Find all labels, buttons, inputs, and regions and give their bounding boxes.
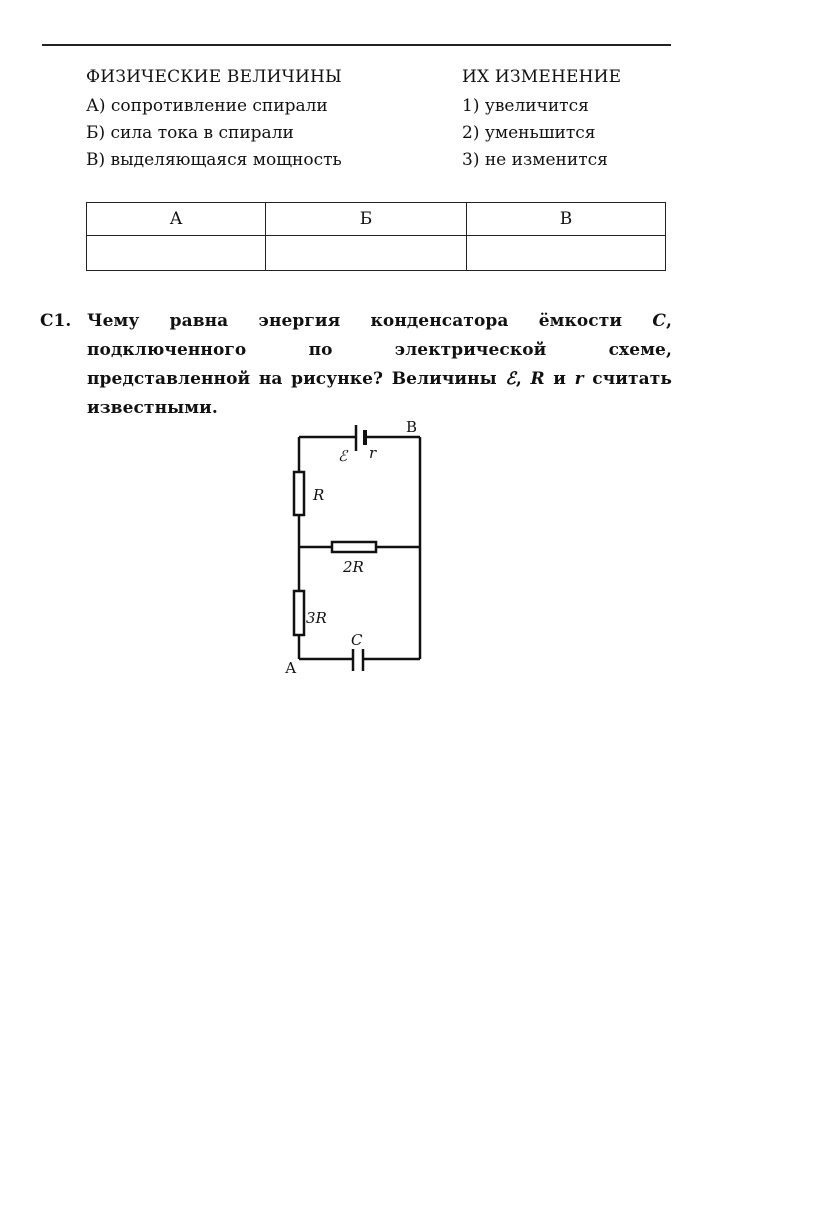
change-item-3: 3) не изменится (462, 150, 608, 170)
resistor-2r (332, 542, 376, 552)
quantity-item-a: А) сопротивление спирали (86, 96, 328, 116)
var-internal-resistance: r (574, 369, 584, 389)
answer-cell-b[interactable] (266, 236, 467, 271)
var-capacitance: C (652, 311, 666, 331)
answer-table-input-row (87, 236, 666, 271)
change-item-2: 2) уменьшится (462, 123, 596, 143)
answer-header-v: В (467, 203, 666, 236)
quantity-item-b: Б) сила тока в спирали (86, 123, 294, 143)
answer-cell-v[interactable] (467, 236, 666, 271)
resistor-r (294, 472, 304, 515)
task-text-part: , подключенного по электрической схеме, представленной на рисунке? Величины (87, 311, 672, 389)
resistor-r-label: R (313, 486, 325, 504)
task-text-part: , (515, 369, 531, 389)
answer-header-b: Б (266, 203, 467, 236)
task-text (87, 307, 672, 423)
resistor-3r (294, 591, 304, 635)
resistor-3r-label: 3R (306, 609, 327, 627)
var-emf: ℰ (505, 369, 516, 389)
changes-header: ИХ ИЗМЕНЕНИЕ (462, 67, 622, 87)
answer-cell-a[interactable] (87, 236, 266, 271)
task-text-part: и (544, 369, 575, 389)
task-text-part: считать известными. (87, 369, 672, 418)
capacitor-label: C (351, 631, 363, 649)
quantity-item-v: В) выделяющаяся мощность (86, 150, 342, 170)
answer-table (86, 202, 666, 271)
change-item-1: 1) увеличится (462, 96, 589, 116)
physical-quantities-column (86, 64, 342, 174)
answer-header-a: А (87, 203, 266, 236)
resistor-2r-label: 2R (343, 558, 364, 576)
var-resistance: R (530, 369, 545, 389)
physical-quantities-header: ФИЗИЧЕСКИЕ ВЕЛИЧИНЫ (86, 67, 342, 87)
circuit-diagram (270, 415, 440, 685)
node-label-a: А (285, 659, 297, 677)
node-label-b: В (406, 418, 418, 436)
task-number: С1. (40, 311, 72, 331)
answer-table-header-row (87, 203, 666, 236)
changes-column (462, 64, 621, 174)
internal-resistance-label: r (369, 444, 377, 462)
top-rule (42, 44, 671, 46)
task-text-part: Чему равна энергия конденсатора ёмкости (87, 311, 653, 331)
emf-label: ℰ (338, 447, 348, 465)
task-c1 (40, 307, 672, 423)
